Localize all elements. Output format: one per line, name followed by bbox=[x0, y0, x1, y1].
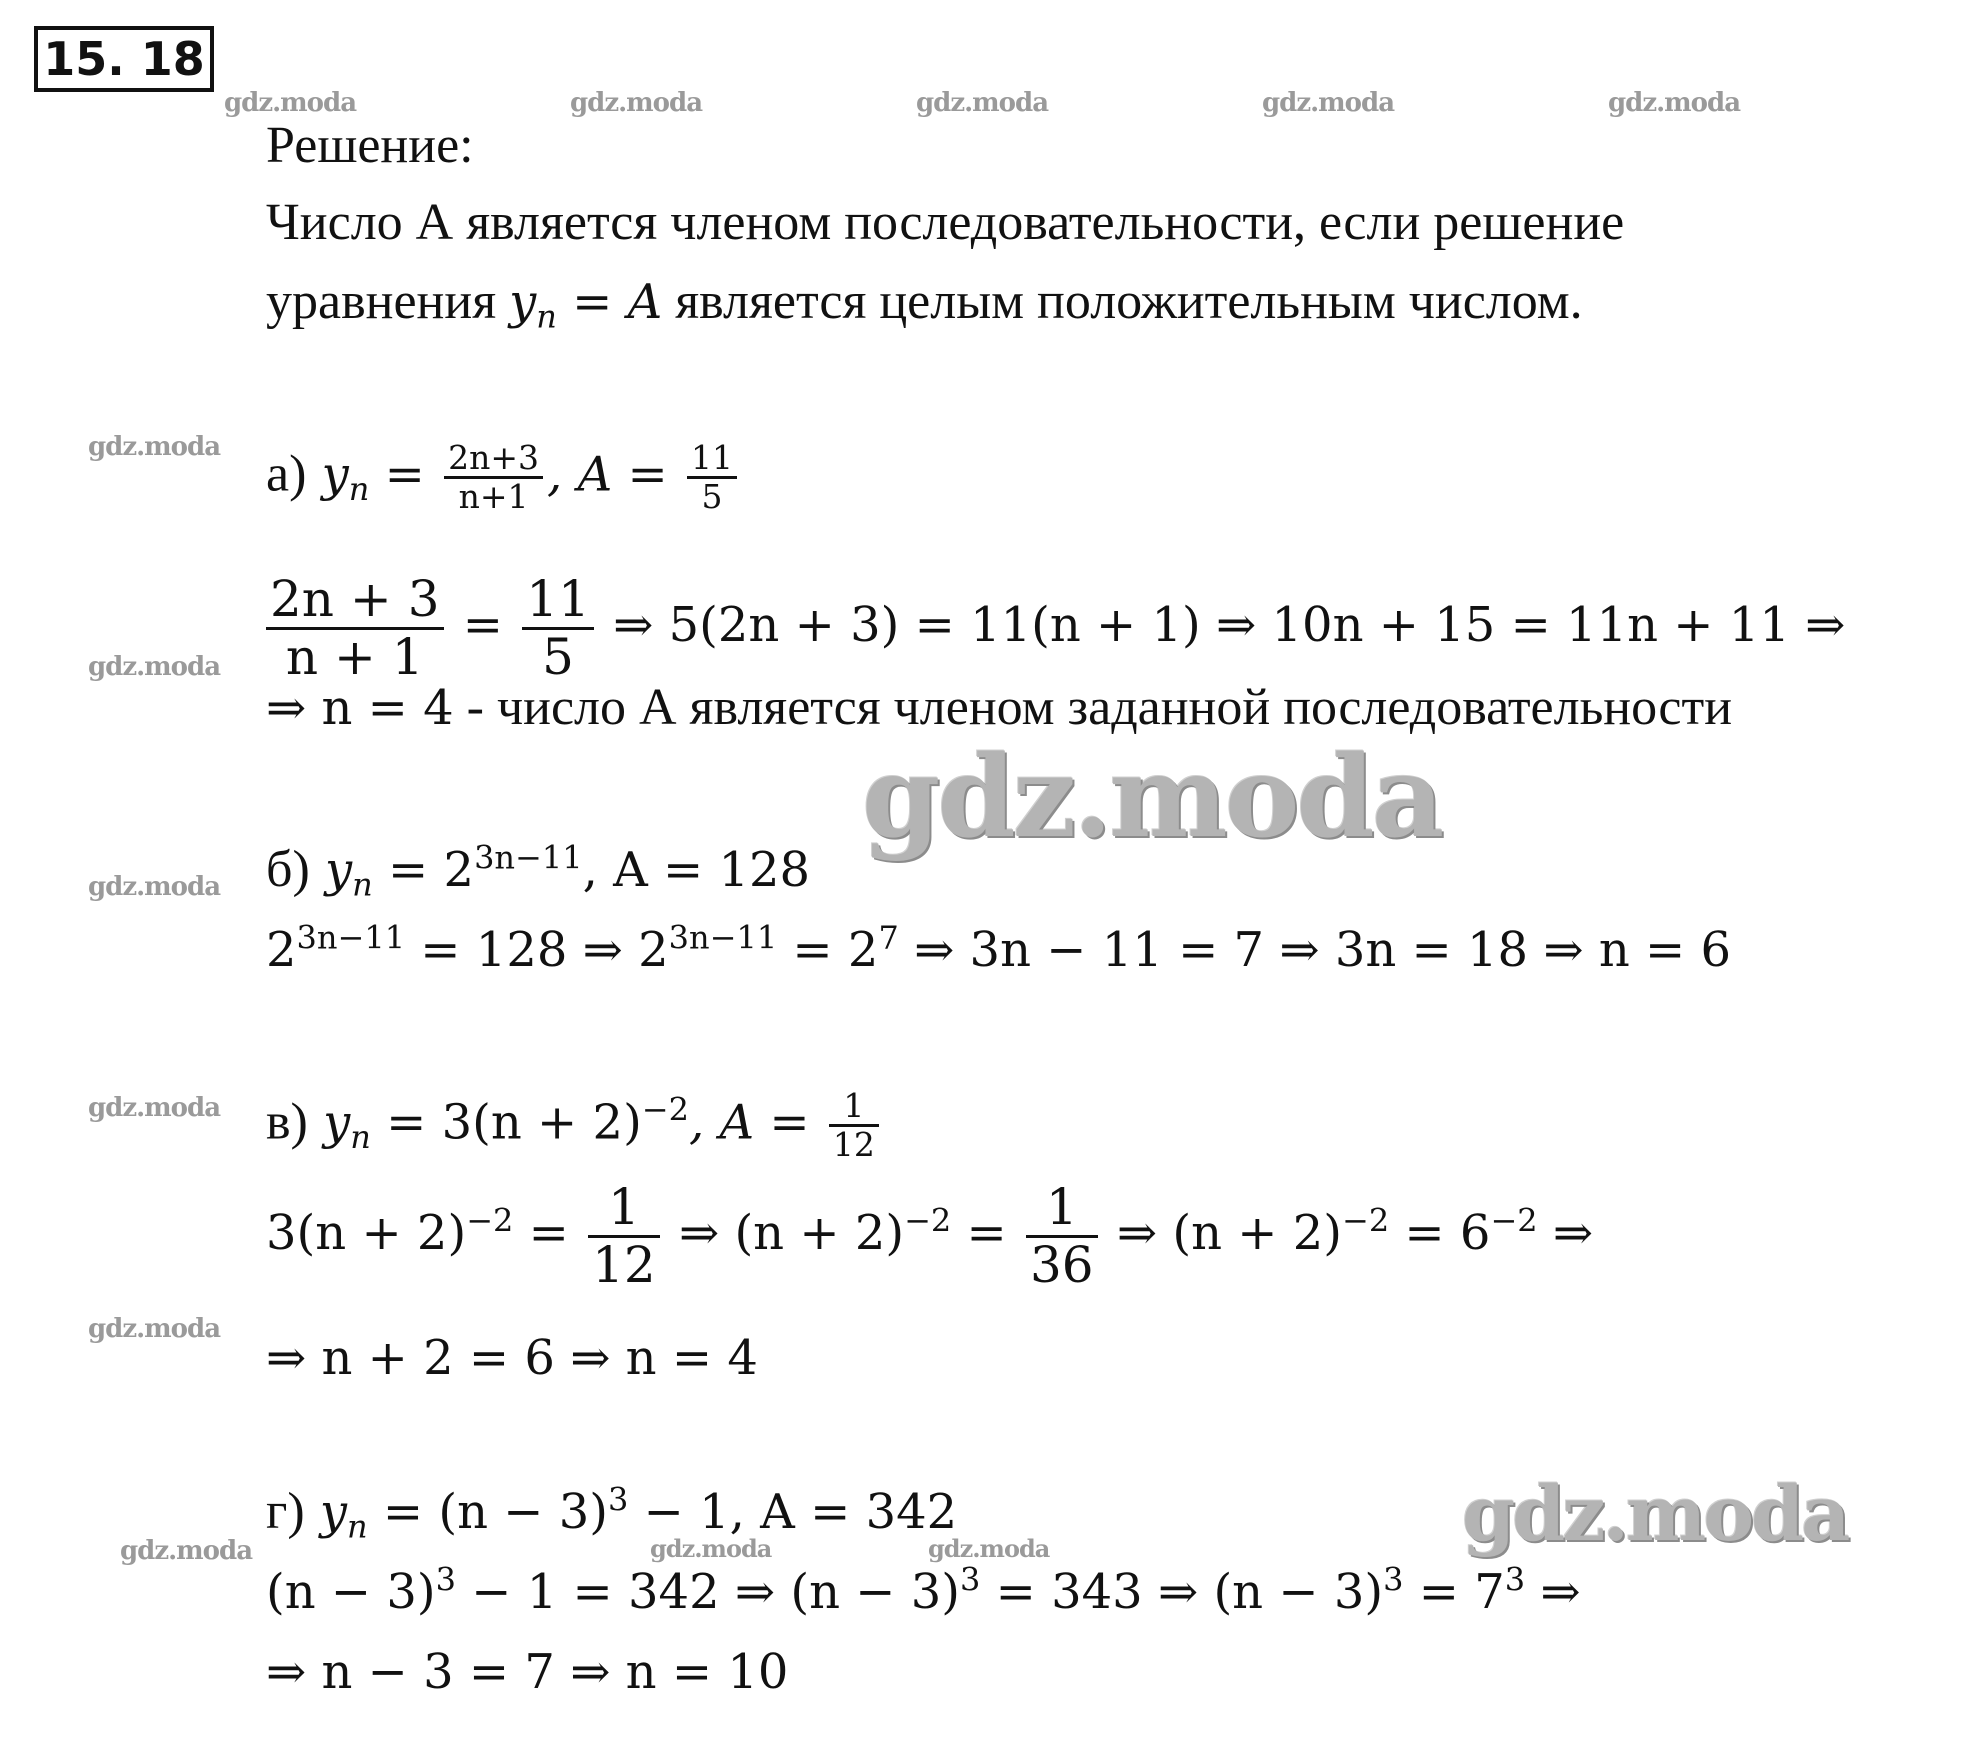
part-v-step-1: $3(n + 2)^{-2}$ = $\frac{1}{12}$ ⇒ $(n + 2)^{-2}$ = $\frac{1}{36}$ ⇒ $(n + 2)^{-2} = 6^{-2}$ ⇒ bbox=[266, 1178, 1594, 1294]
part-a-definition: а) $y_n$ = $\frac{2n+3}{n+1}$ , A = $\frac{11}{5}$ bbox=[266, 440, 741, 516]
part-a-label: а) bbox=[266, 445, 307, 503]
watermark-small: gdz.moda bbox=[1608, 88, 1741, 118]
part-b-step-1: $2^{3n-11} = 128$ ⇒ $2^{3n-11} = 2^7$ ⇒ 3n − 11 = 7 ⇒ 3n = 18 ⇒ n = 6 bbox=[266, 918, 1732, 978]
part-v-label: в) bbox=[266, 1093, 308, 1151]
intro-line-2-start: уравнения bbox=[266, 273, 497, 330]
part-a-value-fraction: $\frac{11}{5}$ bbox=[687, 440, 737, 516]
watermark-small: gdz.moda bbox=[1262, 88, 1395, 118]
part-a-def-fraction: $\frac{2n+3}{n+1}$ bbox=[444, 440, 543, 516]
part-b-label: б) bbox=[266, 841, 310, 898]
part-g-step-2: ⇒ n − 3 = 7 ⇒ n = 10 bbox=[266, 1644, 789, 1700]
part-v-step-fraction-1: $\frac{1}{12}$ bbox=[588, 1180, 660, 1293]
intro-equation: $y_n = A$ bbox=[509, 274, 663, 336]
watermark-large: gdz.moda bbox=[862, 732, 1442, 863]
part-a-step-2: ⇒ n = 4 - число А является членом заданной последовательности bbox=[266, 679, 1733, 736]
watermark-small: gdz.moda bbox=[650, 1534, 772, 1563]
part-v-step-2: ⇒ n + 2 = 6 ⇒ n = 4 bbox=[266, 1330, 758, 1386]
part-v-value-fraction: $\frac{1}{12}$ bbox=[829, 1088, 879, 1164]
part-v-step-fraction-2: $\frac{1}{36}$ bbox=[1026, 1180, 1098, 1293]
part-g-step-1: $(n - 3)^3 - 1 = 342$ ⇒ $(n - 3)^3 = 343$ ⇒ $(n - 3)^3 = 7^3$ ⇒ bbox=[266, 1560, 1581, 1620]
intro-line-2-end: является целым положительным числом. bbox=[675, 273, 1583, 330]
watermark-small: gdz.moda bbox=[88, 652, 221, 682]
task-number-badge: 15. 18 bbox=[34, 26, 214, 92]
part-a-conclusion: - число А является членом заданной последовательности bbox=[453, 679, 1733, 736]
watermark-small: gdz.moda bbox=[916, 88, 1049, 118]
watermark-small: gdz.moda bbox=[88, 1314, 221, 1344]
part-a-step-1: $\frac{2n + 3}{n + 1}$ = $\frac{11}{5}$ ⇒ 5(2n + 3) = 11(n + 1) ⇒ 10n + 15 = 11n + 11 ⇒ bbox=[262, 572, 1845, 685]
part-v-definition: в) $y_n = 3(n + 2)^{-2}$, A = $\frac{1}{12}$ bbox=[266, 1088, 883, 1164]
watermark-small: gdz.moda bbox=[88, 1093, 221, 1123]
solution-heading: Решение: bbox=[266, 117, 474, 174]
watermark-small: gdz.moda bbox=[570, 88, 703, 118]
watermark-small: gdz.moda bbox=[88, 432, 221, 462]
intro-line-1: Число А является членом последовательности, если решение bbox=[266, 194, 1625, 251]
watermark-small: gdz.moda bbox=[88, 872, 221, 902]
part-g-label: г) bbox=[266, 1483, 305, 1540]
part-a-step-fraction-2: $\frac{11}{5}$ bbox=[522, 572, 594, 685]
watermark-small: gdz.moda bbox=[928, 1534, 1050, 1563]
watermark-small: gdz.moda bbox=[120, 1536, 253, 1566]
part-b-definition: б) $y_n = 2^{3n-11}$, A = 128 bbox=[266, 838, 811, 904]
intro-line-2 bbox=[266, 272, 1583, 336]
watermark-large: gdz.moda bbox=[1462, 1469, 1848, 1558]
part-a-step-fraction-1: $\frac{2n + 3}{n + 1}$ bbox=[266, 572, 444, 685]
part-g-definition: г) $y_n = (n - 3)^3 - 1$, A = 342 bbox=[266, 1480, 958, 1546]
watermark-small: gdz.moda bbox=[224, 88, 357, 118]
